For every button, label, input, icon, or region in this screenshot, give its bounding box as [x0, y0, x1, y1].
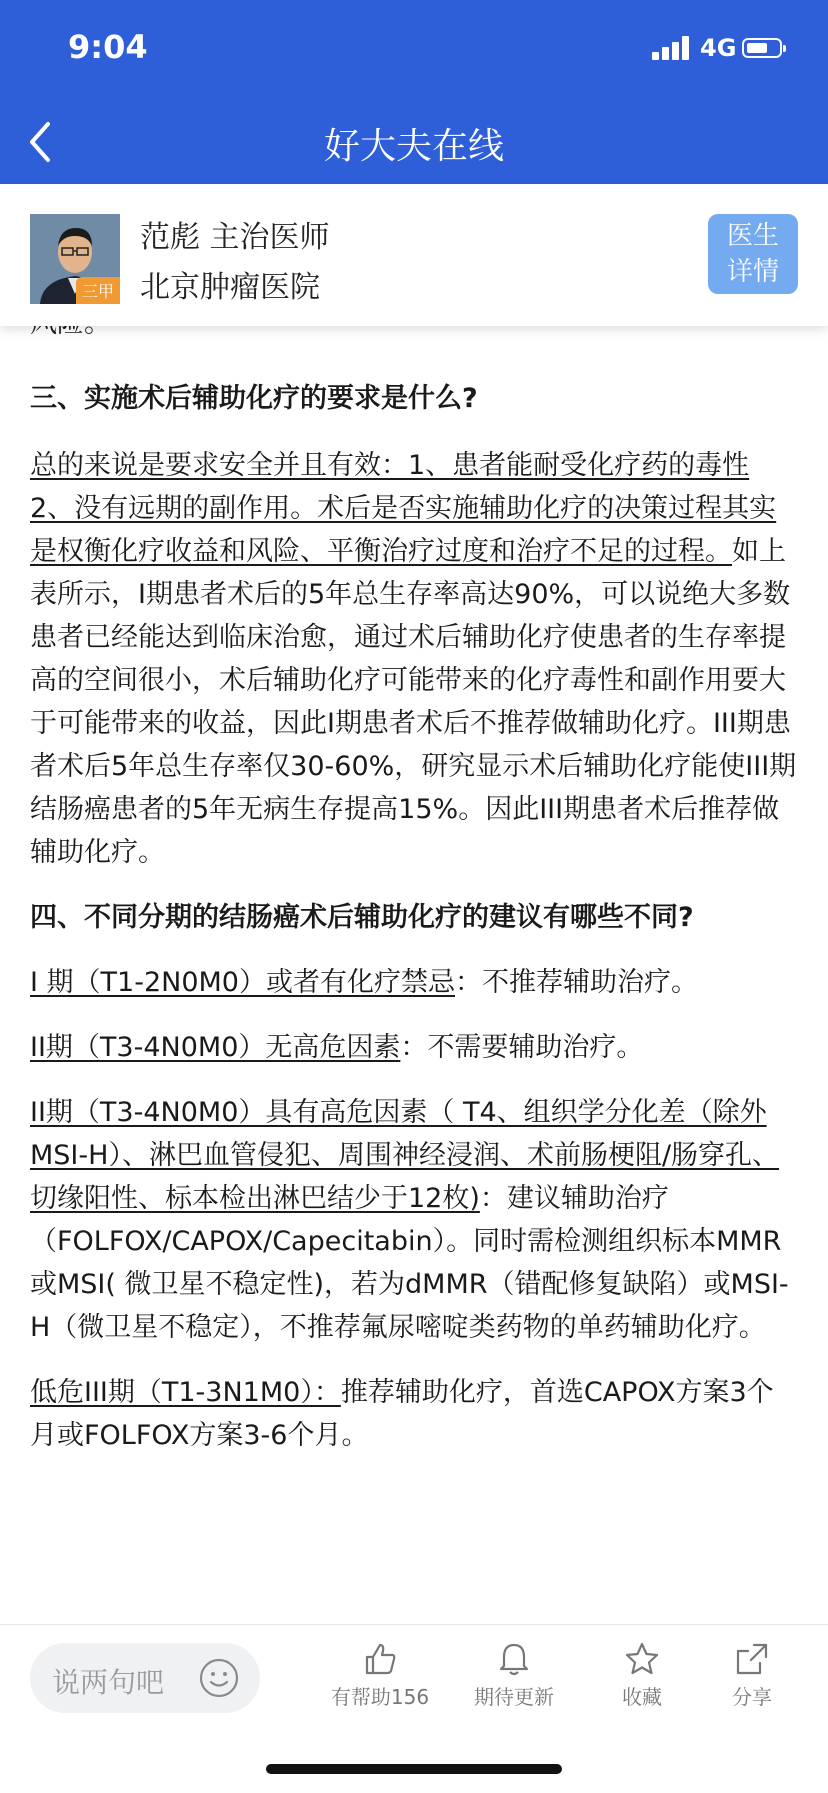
section-heading-4: 四、不同分期的结肠癌术后辅助化疗的建议有哪些不同? [30, 902, 694, 933]
underlined-text: I 期（T1-2N0M0）或者有化疗禁忌 [30, 967, 455, 998]
home-indicator[interactable] [266, 1764, 562, 1774]
stage-2-low-risk-recommendation [30, 1026, 798, 1069]
avatar[interactable] [30, 214, 120, 304]
section-heading-3: 三、实施术后辅助化疗的要求是什么? [30, 383, 478, 414]
doctor-name: 范彪 主治医师 [140, 220, 330, 255]
emoji-icon[interactable] [198, 1657, 240, 1699]
paragraph-text: ：不需要辅助治疗。 [400, 1032, 644, 1063]
article-content [30, 326, 798, 1624]
underlined-text: II期（T3-4N0M0）具有高危因素（ T4、组织学分化差（除外MSI-H）、淋巴血管侵犯、周围神经浸润、术前肠梗阻/肠穿孔、切缘阳性、标本检出淋巴结少于12枚) [30, 1097, 780, 1214]
paragraph-text: 如上表所示，I期患者术后的5年总生存率高达90%，可以说绝大多数患者已经能达到临床治愈，通过术后辅助化疗使患者的生存率提高的空间很小，术后辅助化疗可能带来的化疗毒性和副作用要大于可能带来的收益，因此I期患者术后不推荐做辅助化疗。III期患者术后5年总生存率仅30-60%，研究显示术后辅助化疗能使III期结肠癌患者的5年无病生存提高15%。因此III期患者术后推荐做辅助化疗。 [30, 536, 797, 868]
bell-icon [496, 1641, 532, 1677]
stage-2-high-risk-recommendation [30, 1091, 798, 1349]
underlined-text: II期（T3-4N0M0）无高危因素 [30, 1032, 401, 1063]
stage-3-low-risk-recommendation [30, 1371, 798, 1457]
network-type: 4G [700, 34, 737, 62]
paragraph-text: ：建议辅助治疗（FOLFOX/CAPOX/Capecitabin）。同时需检测组织标本MMR或MSI( 微卫星不稳定性)，若为dMMR（错配修复缺陷）或MSI-H（微卫星不稳定），不推荐氟尿嘧啶类药物的单药辅助化疗。 [30, 1183, 789, 1343]
helpful-label: 有帮助156 [330, 1685, 430, 1709]
comment-input[interactable] [30, 1643, 260, 1713]
star-icon [624, 1641, 660, 1677]
await-update-label: 期待更新 [474, 1685, 554, 1709]
paragraph-requirements [30, 444, 798, 874]
status-time: 9:04 [68, 28, 148, 66]
doctor-detail-button[interactable] [708, 214, 798, 294]
hospital-level-badge: 三甲 [76, 277, 120, 304]
battery-icon [742, 38, 782, 58]
favorite-button[interactable] [587, 1641, 697, 1710]
paragraph-text: 推荐辅助化疗，首选CAPOX方案3个月或FOLFOX方案3-6个月。 [30, 1377, 774, 1451]
doctor-detail-label: 医生 详情 [726, 221, 779, 287]
helpful-button[interactable] [310, 1641, 450, 1710]
doctor-hospital: 北京肿瘤医院 [140, 270, 320, 305]
share-icon [734, 1641, 770, 1677]
share-button[interactable] [697, 1641, 807, 1710]
share-label: 分享 [732, 1685, 772, 1709]
page-title: 好大夫在线 [323, 126, 504, 167]
status-bar [0, 0, 828, 100]
signal-icon [652, 36, 692, 60]
underlined-text: 低危III期（T1-3N1M0）： [30, 1377, 341, 1408]
paragraph-text: ：不推荐辅助治疗。 [455, 967, 698, 998]
underlined-text: 总的来说是要求安全并且有效：1、患者能耐受化疗药的毒性 2、没有远期的副作用。术后是否实施辅助化疗的决策过程其实是权衡化疗收益和风险、平衡治疗过度和治疗不足的过程。 [30, 450, 777, 567]
thumbs-up-icon [362, 1641, 398, 1677]
favorite-label: 收藏 [622, 1685, 662, 1709]
nav-bar [0, 100, 828, 184]
stage-1-recommendation [30, 961, 798, 1004]
comment-placeholder: 说两句吧 [52, 1666, 165, 1699]
await-update-button[interactable] [459, 1641, 569, 1710]
doctor-card [0, 184, 828, 326]
